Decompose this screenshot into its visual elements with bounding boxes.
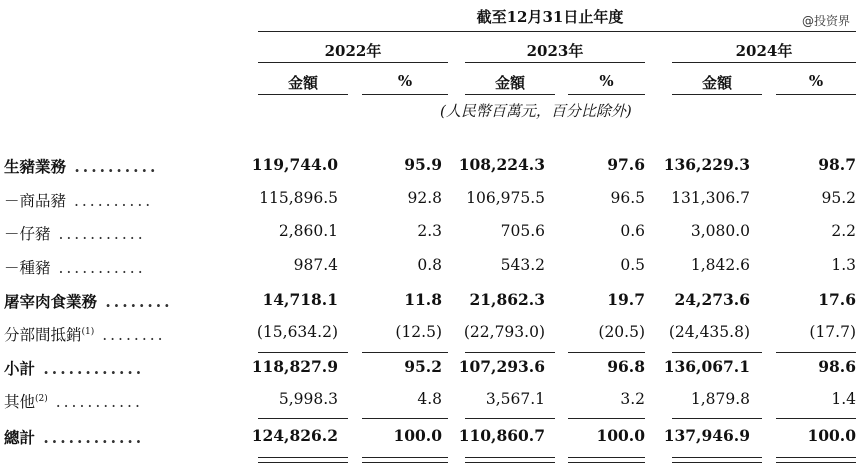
table-cell: 95.2 [821, 189, 856, 207]
table-cell: 136,229.3 [663, 155, 750, 174]
subtotal-rule-5 [672, 352, 762, 353]
leader-dots: ........ [94, 326, 166, 344]
col-amount-2023: 金額 [494, 74, 525, 92]
footnote-marker: (2) [35, 393, 48, 404]
table-cell: 96.5 [610, 189, 645, 207]
other-rule-3 [465, 418, 555, 419]
table-cell: 131,306.7 [671, 189, 750, 207]
table-cell: 2.2 [831, 222, 856, 240]
table-cell: 705.6 [500, 222, 545, 240]
table-cell: 100.0 [393, 426, 442, 445]
table-cell: 11.8 [404, 290, 442, 309]
leader-dots: .......... [66, 192, 154, 210]
other-rule-5 [672, 418, 762, 419]
subtotal-rule-3 [465, 352, 555, 353]
table-cell: (17.7) [809, 323, 856, 341]
table-cell: 98.7 [818, 155, 856, 174]
year-2022: 2022年 [324, 42, 382, 60]
total-double-rule-3 [465, 457, 555, 463]
total-double-rule-6 [776, 457, 856, 463]
row-label [4, 290, 173, 312]
table-cell: 137,946.9 [663, 426, 750, 445]
table-cell: 115,896.5 [259, 189, 338, 207]
sub-rule-4 [568, 94, 645, 95]
other-rule-4 [568, 418, 645, 419]
sub-rule-3 [465, 94, 555, 95]
table-cell: 14,718.1 [262, 290, 338, 309]
table-cell: (12.5) [395, 323, 442, 341]
leader-dots: ........... [47, 393, 143, 411]
year-2023: 2023年 [526, 42, 584, 60]
row-label [4, 189, 153, 211]
leader-dots: ........... [50, 259, 146, 277]
table-cell: 96.8 [607, 357, 645, 376]
table-cell: (20.5) [598, 323, 645, 341]
subtotal-rule-1 [258, 352, 348, 353]
row-label [4, 426, 144, 448]
row-label [4, 155, 158, 177]
table-cell: 0.8 [417, 256, 442, 274]
table-cell: 0.6 [620, 222, 645, 240]
table-cell: 1.4 [831, 390, 856, 408]
leader-dots: ........ [97, 292, 173, 311]
table-cell: 119,744.0 [251, 155, 338, 174]
row-label [4, 222, 146, 244]
table-cell: (24,435.8) [668, 323, 750, 341]
row-label-text: 總計 [4, 428, 36, 447]
table-cell: 97.6 [607, 155, 645, 174]
table-cell: 3,567.1 [485, 390, 545, 408]
footnote-marker: (1) [81, 326, 95, 337]
other-rule-2 [362, 418, 448, 419]
leader-dots: ............ [35, 428, 145, 447]
table-cell: (15,634.2) [256, 323, 338, 341]
subtotal-rule-2 [362, 352, 448, 353]
table-cell: 100.0 [807, 426, 856, 445]
table-cell: 3,080.0 [690, 222, 750, 240]
subtotal-rule-6 [776, 352, 856, 353]
year-2024: 2024年 [735, 42, 793, 60]
sub-rule-2 [362, 94, 448, 95]
leader-dots: ............ [35, 359, 145, 378]
table-cell: 100.0 [596, 426, 645, 445]
table-cell: 124,826.2 [251, 426, 338, 445]
col-pct-2023: % [599, 72, 614, 90]
table-cell: (22,793.0) [463, 323, 545, 341]
table-cell: 95.9 [404, 155, 442, 174]
total-double-rule-4 [568, 457, 645, 463]
row-label-text: －商品豬 [4, 192, 67, 210]
table-cell: 98.6 [818, 357, 856, 376]
table-cell: 108,224.3 [458, 155, 545, 174]
sub-rule-6 [776, 94, 856, 95]
table-cell: 543.2 [500, 256, 545, 274]
row-label-text: 小計 [4, 359, 36, 378]
table-cell: 92.8 [407, 189, 442, 207]
table-cell: 17.6 [818, 290, 856, 309]
other-rule-6 [776, 418, 856, 419]
row-label-text: 屠宰肉食業務 [4, 292, 98, 311]
col-pct-2024: % [808, 72, 824, 90]
sub-rule-1 [258, 94, 348, 95]
row-label [4, 357, 144, 379]
table-cell: 2.3 [417, 222, 442, 240]
other-rule-1 [258, 418, 348, 419]
row-label-text: 其他 [4, 393, 36, 411]
table-cell: 107,293.6 [458, 357, 545, 376]
total-double-rule-2 [362, 457, 448, 463]
table-cell: 3.2 [620, 390, 645, 408]
table-cell: 110,860.7 [458, 426, 545, 445]
table-cell: 118,827.9 [251, 357, 338, 376]
total-double-rule-5 [672, 457, 762, 463]
year-rule-2023 [465, 62, 645, 63]
table-cell: 24,273.6 [674, 290, 750, 309]
col-pct-2022: % [397, 72, 413, 90]
table-cell: 19.7 [607, 290, 645, 309]
table-cell: 0.5 [620, 256, 645, 274]
header-rule [258, 31, 856, 32]
row-label-text: 生豬業務 [4, 157, 67, 176]
year-rule-2022 [258, 62, 448, 63]
leader-dots: .......... [66, 157, 159, 176]
table-cell: 106,975.5 [466, 189, 545, 207]
table-cell: 136,067.1 [663, 357, 750, 376]
col-amount-2024: 金額 [701, 74, 732, 92]
sub-rule-5 [672, 94, 762, 95]
table-cell: 21,862.3 [469, 290, 545, 309]
year-rule-2024 [672, 62, 856, 63]
table-cell: 1.3 [831, 256, 856, 274]
row-label-text: 分部間抵銷 [4, 326, 82, 344]
table-cell: 1,879.8 [690, 390, 750, 408]
row-label [4, 390, 143, 412]
period-title: 截至12月31日止年度 [476, 8, 624, 26]
row-label [4, 323, 166, 345]
table-cell: 95.2 [404, 357, 442, 376]
leader-dots: ........... [50, 225, 146, 243]
total-double-rule-1 [258, 457, 348, 463]
table-cell: 1,842.6 [690, 256, 750, 274]
subtotal-rule-4 [568, 352, 645, 353]
unit-note: (人民幣百萬元，百分比除外) [440, 102, 632, 120]
table-cell: 987.4 [293, 256, 338, 274]
table-cell: 4.8 [417, 390, 442, 408]
col-amount-2022: 金額 [287, 74, 318, 92]
table-cell: 5,998.3 [278, 390, 338, 408]
table-cell: 2,860.1 [278, 222, 338, 240]
row-label-text: －仔豬 [4, 225, 51, 243]
row-label [4, 256, 146, 278]
row-label-text: －種豬 [4, 259, 51, 277]
watermark: @投资界 [801, 14, 850, 28]
